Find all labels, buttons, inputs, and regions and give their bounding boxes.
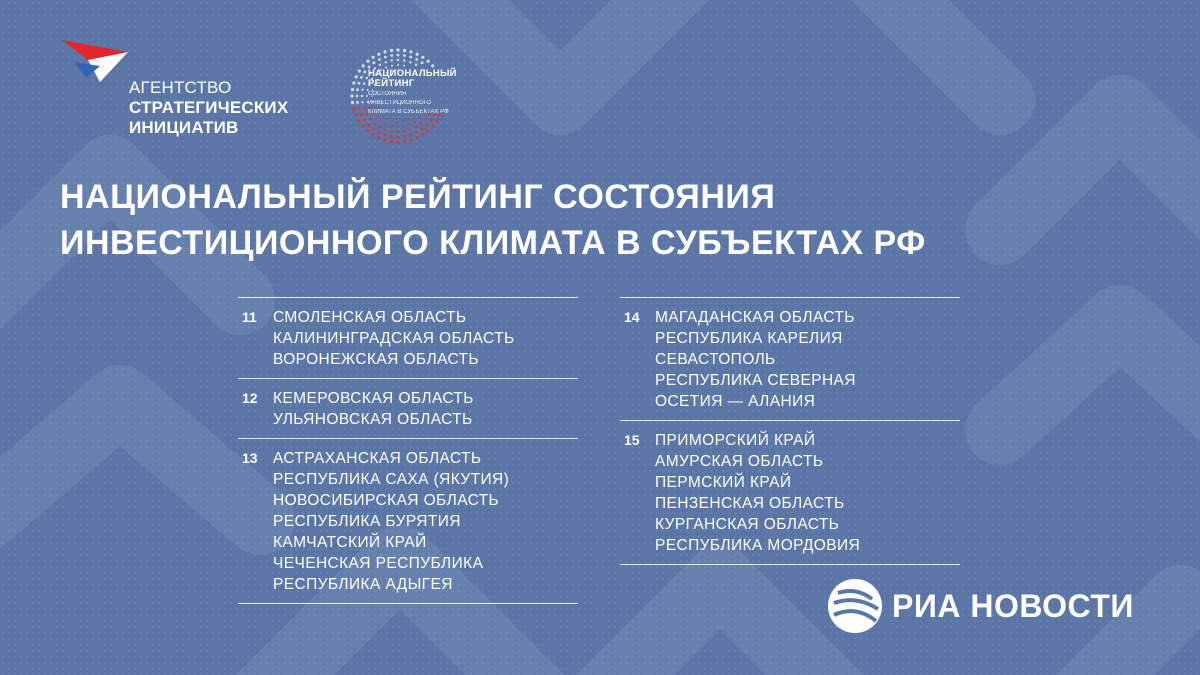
region-name: УЛЬЯНОВСКАЯ ОБЛАСТЬ bbox=[273, 411, 473, 428]
rank-number: 15 bbox=[624, 432, 640, 448]
region-name: АСТРАХАНСКАЯ ОБЛАСТЬ bbox=[273, 450, 482, 467]
region-list bbox=[655, 430, 960, 556]
title-line-2: ИНВЕСТИЦИОННОГО КЛИМАТА В СУБЪЕКТАХ РФ bbox=[60, 224, 926, 262]
ria-wordmark: РИА НОВОСТИ bbox=[892, 588, 1134, 624]
region-name: ОСЕТИЯ — АЛАНИЯ bbox=[655, 393, 816, 410]
region-name: СМОЛЕНСКАЯ ОБЛАСТЬ bbox=[273, 309, 467, 326]
rank-number: 13 bbox=[242, 450, 258, 466]
region-name: РЕСПУБЛИКА КАРЕЛИЯ bbox=[655, 330, 843, 347]
rank-group bbox=[238, 438, 578, 604]
region-name: МАГАДАНСКАЯ ОБЛАСТЬ bbox=[655, 309, 855, 326]
ranking-column-right bbox=[620, 297, 960, 565]
rank-number: 12 bbox=[242, 390, 258, 406]
rank-number: 14 bbox=[624, 309, 640, 325]
region-name: НОВОСИБИРСКАЯ ОБЛАСТЬ bbox=[273, 492, 500, 509]
rating-brand-text bbox=[368, 69, 478, 116]
region-list bbox=[655, 307, 960, 412]
region-name: РЕСПУБЛИКА САХА (ЯКУТИЯ) bbox=[273, 471, 510, 488]
region-name: ПЕРМСКИЙ КРАЙ bbox=[655, 474, 792, 491]
region-name: ПЕНЗЕНСКАЯ ОБЛАСТЬ bbox=[655, 495, 845, 512]
region-list bbox=[273, 307, 578, 370]
asi-logo-icon bbox=[60, 38, 140, 98]
region-name: КЕМЕРОВСКАЯ ОБЛАСТЬ bbox=[273, 390, 474, 407]
title-line-1: НАЦИОНАЛЬНЫЙ РЕЙТИНГ СОСТОЯНИЯ bbox=[60, 178, 776, 216]
rank-group bbox=[620, 297, 960, 420]
region-list bbox=[273, 388, 578, 430]
region-name: РЕСПУБЛИКА МОРДОВИЯ bbox=[655, 537, 861, 554]
rank-number: 11 bbox=[242, 309, 257, 325]
rating-sub-1: СОСТОЯНИЯ bbox=[368, 91, 407, 97]
ranking-column-left bbox=[238, 297, 578, 604]
region-name: ПРИМОРСКИЙ КРАЙ bbox=[655, 432, 816, 449]
rank-group bbox=[620, 420, 960, 565]
asi-line-3: ИНИЦИАТИВ bbox=[129, 118, 239, 137]
region-name: РЕСПУБЛИКА СЕВЕРНАЯ bbox=[655, 372, 856, 389]
asi-brand-name bbox=[129, 78, 288, 138]
region-list bbox=[273, 448, 578, 595]
region-name: СЕВАСТОПОЛЬ bbox=[655, 351, 776, 368]
asi-line-1: АГЕНТСТВО bbox=[129, 78, 232, 97]
rating-line-1: НАЦИОНАЛЬНЫЙ bbox=[368, 68, 457, 79]
region-name: ВОРОНЕЖСКАЯ ОБЛАСТЬ bbox=[273, 351, 479, 368]
rating-line-2: РЕЙТИНГ bbox=[368, 78, 415, 89]
ria-novosti-logo bbox=[826, 577, 1166, 633]
region-name: РЕСПУБЛИКА АДЫГЕЯ bbox=[273, 576, 453, 593]
region-name: ЧЕЧЕНСКАЯ РЕСПУБЛИКА bbox=[273, 555, 484, 572]
asi-line-2: СТРАТЕГИЧЕСКИХ bbox=[129, 98, 289, 117]
rank-group bbox=[238, 378, 578, 438]
region-name: КАЛИНИНГРАДСКАЯ ОБЛАСТЬ bbox=[273, 330, 515, 347]
region-name: КУРГАНСКАЯ ОБЛАСТЬ bbox=[655, 516, 840, 533]
page-title bbox=[60, 174, 1160, 266]
region-name: КАМЧАТСКИЙ КРАЙ bbox=[273, 534, 427, 551]
rating-sub-2: ИНВЕСТИЦИОННОГО bbox=[368, 100, 432, 106]
region-name: РЕСПУБЛИКА БУРЯТИЯ bbox=[273, 513, 461, 530]
ria-globe-icon bbox=[826, 577, 884, 635]
rank-group bbox=[238, 297, 578, 378]
region-name: АМУРСКАЯ ОБЛАСТЬ bbox=[655, 453, 824, 470]
rating-sub-3: КЛИМАТА В СУБЪЕКТАХ РФ bbox=[368, 109, 449, 115]
